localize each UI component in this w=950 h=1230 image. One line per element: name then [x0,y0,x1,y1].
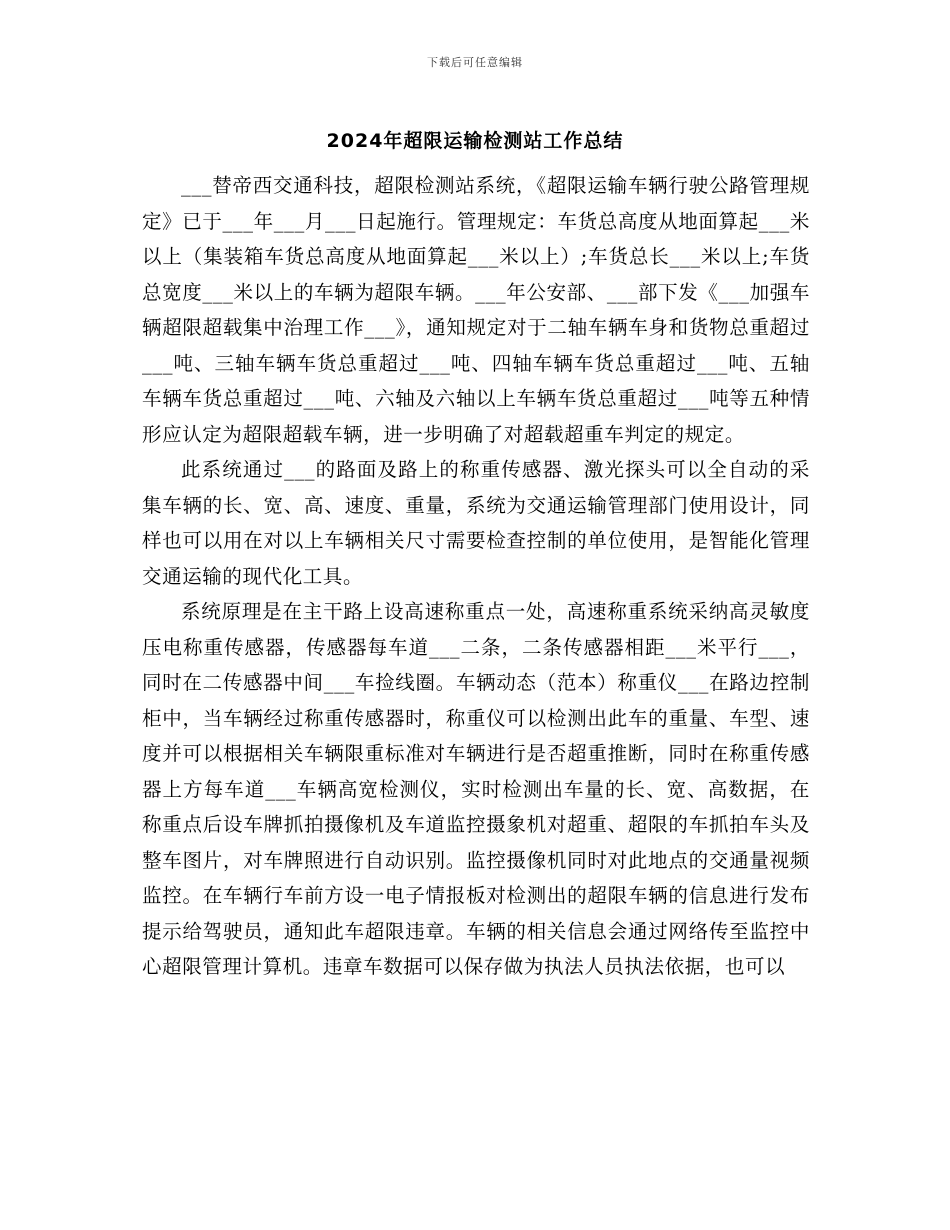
paragraph-regulations: ___替帝西交通科技，超限检测站系统，《超限运输车辆行驶公路管理规定》已于___年___月___日起施行。管理规定：车货总高度从地面算起___米以上（集装箱车货总高度从地面算起___米以上）;车货总长___米以上;车货总宽度___米以上的车辆为超限车辆。___年公安部、___部下发《___加强车辆超限超载集中治理工作___》，通知规定对于二轴车辆车身和货物总重超过___吨、三轴车辆车货总重超过___吨、四轴车辆车货总重超过___吨、五轴车辆车货总重超过___吨、六轴及六轴以上车辆车货总重超过___吨等五种情形应认定为超限超载车辆，进一步明确了对超载超重车判定的规定。 [142,174,810,446]
paragraph-system-principle: 系统原理是在主干路上设高速称重点一处，高速称重系统采纳高灵敏度压电称重传感器，传感器每车道___二条，二条传感器相距___米平行___，同时在二传感器中间___车捡线圈。车辆动态（范本）称重仪___在路边控制柜中，当车辆经过称重传感器时，称重仪可以检测出此车的重量、车型、速度并可以根据相关车辆限重标准对车辆进行是否超重推断，同时在称重传感器上方每车道___车辆高宽检测仪，实时检测出车量的长、宽、高数据，在称重点后设车牌抓拍摄像机及车道监控摄象机对超重、超限的车抓拍车头及整车图片，对车牌照进行自动识别。监控摄像机同时对此地点的交通量视频监控。在车辆行车前方设一电子情报板对检测出的超限车辆的信息进行发布提示给驾驶员，通知此车超限违章。车辆的相关信息会通过网络传至监控中心超限管理计算机。违章车数据可以保存做为执法人员执法依据，也可以 [142,600,810,978]
document-body [142,168,810,985]
document-title: 2024年超限运输检测站工作总结 [326,130,624,152]
download-note: 下载后可任意编辑 [427,56,523,69]
paragraph-system-overview: 此系统通过___的路面及路上的称重传感器、激光探头可以全自动的采集车辆的长、宽、高、速度、重量，系统为交通运输管理部门使用设计，同样也可以用在对以上车辆相关尺寸需要检查控制的单位使用，是智能化管理交通运输的现代化工具。 [142,458,810,588]
